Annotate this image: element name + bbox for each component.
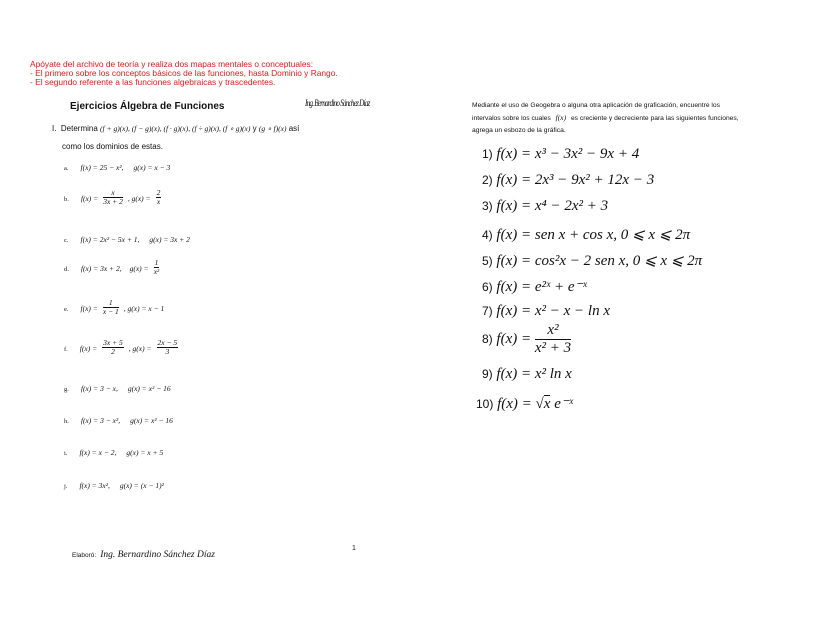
fraction: $\frac{\text{x²}}{\text{x² + 3}}$ bbox=[534, 322, 572, 356]
function-expr: f(x) = sen x + cos x, 0 ⩽ x ⩽ 2π bbox=[496, 227, 691, 243]
exercise-row bbox=[64, 157, 170, 175]
exercise-g: , g(x) = bbox=[127, 194, 151, 203]
function-expr: f(x) = x² ln x bbox=[496, 366, 572, 382]
page-number: 1 bbox=[352, 545, 356, 552]
exercise-row bbox=[64, 258, 160, 276]
signature-logo: Ing. Bernardino Sánchez Díaz bbox=[305, 98, 370, 108]
fraction: $\frac{1}{\text{x²}}$ bbox=[153, 257, 160, 276]
exercise-row bbox=[64, 475, 164, 493]
function-number: 4) bbox=[482, 228, 493, 242]
function-expr-tail: e⁻ˣ bbox=[554, 396, 573, 412]
function-expr: f(x) = x⁴ − 2x² + 3 bbox=[496, 198, 609, 214]
exercise-label: i. bbox=[64, 450, 68, 457]
exercise-f: f(x) = 3x², bbox=[79, 481, 110, 490]
exercise-label: j. bbox=[64, 483, 68, 490]
function-number: 5) bbox=[482, 254, 493, 268]
task-ops: (f + g)(x), (f − g)(x), (f · g)(x), (f ÷ g)(x), (f ∘ g)(x) bbox=[100, 124, 251, 133]
exercise-row bbox=[64, 229, 190, 247]
exercise-f: f(x) = bbox=[80, 304, 98, 313]
function-expr: f(x) = cos²x − 2 sen x, 0 ⩽ x ⩽ 2π bbox=[496, 253, 703, 269]
exercise-row bbox=[64, 188, 162, 206]
fraction: $\frac{2x - 5}{3}$ bbox=[157, 337, 178, 356]
footer-author: Ing. Bernardino Sánchez Díaz bbox=[100, 550, 215, 560]
exercise-f: f(x) = x − 2, bbox=[79, 448, 117, 457]
function-number: 7) bbox=[482, 304, 493, 318]
task-asi: así bbox=[288, 124, 300, 133]
fraction: $\frac{2}{x}$ bbox=[156, 187, 161, 206]
exercise-row bbox=[64, 338, 179, 356]
exercise-f: f(x) = bbox=[79, 344, 98, 353]
exercise-row bbox=[64, 298, 164, 316]
fraction: $\frac{x}{3x + 2}$ bbox=[103, 187, 123, 206]
exercise-label: e. bbox=[64, 306, 69, 313]
intro-line bbox=[472, 112, 812, 125]
function-item bbox=[482, 303, 610, 320]
exercise-f: f(x) = 3 − x², bbox=[80, 416, 121, 425]
intro-text: es creciente y decreciente para las siguientes funciones, bbox=[570, 115, 739, 122]
function-expr: f(x) = bbox=[497, 396, 532, 412]
exercise-label: c. bbox=[64, 237, 69, 244]
function-expr: f(x) = e²ˣ + e⁻ˣ bbox=[496, 279, 587, 295]
exercise-f: f(x) = 3 − x, bbox=[80, 384, 118, 393]
sqrt-radicand: x bbox=[543, 396, 551, 412]
task-number: I. bbox=[52, 124, 57, 133]
function-expr: f(x) = bbox=[496, 330, 532, 347]
function-expr: f(x) = x² − x − ln x bbox=[496, 303, 610, 319]
task-op-last: (g ∘ f)(x) bbox=[258, 124, 287, 133]
function-number: 3) bbox=[482, 199, 493, 213]
task-text: Determina bbox=[60, 124, 98, 133]
function-number: 6) bbox=[482, 280, 493, 294]
exercise-f: f(x) = bbox=[80, 194, 99, 203]
instruction-line: - El segundo referente a las funciones algebraicas y trascedentes. bbox=[30, 77, 276, 87]
intro-line: agrega un esbozo de la gráfica. bbox=[472, 127, 566, 134]
function-item bbox=[482, 251, 702, 270]
exercise-g: g(x) = (x − 1)² bbox=[119, 481, 164, 490]
exercise-g: g(x) = x² − 16 bbox=[130, 416, 173, 425]
exercise-g: , g(x) = bbox=[128, 344, 152, 353]
exercise-f: f(x) = 25 − x², bbox=[80, 163, 124, 172]
exercise-label: b. bbox=[64, 196, 69, 203]
exercise-row bbox=[64, 410, 173, 428]
exercise-label: g. bbox=[64, 386, 69, 393]
exercise-g: , g(x) = x − 1 bbox=[123, 304, 165, 313]
function-expr: f(x) = x³ − 3x² − 9x + 4 bbox=[496, 146, 640, 162]
exercise-label: f. bbox=[64, 346, 68, 353]
intro-fx: f(x) bbox=[555, 113, 567, 122]
function-item bbox=[482, 172, 654, 189]
exercise-g: g(x) = x² − 16 bbox=[127, 384, 171, 393]
intro-line: Mediante el uso de Geogebra o alguna otra aplicación de graficación, encuentre los bbox=[472, 102, 720, 109]
page-title: Ejercicios Álgebra de Funciones bbox=[70, 101, 225, 112]
function-item bbox=[482, 198, 608, 215]
task-statement bbox=[52, 124, 299, 133]
exercise-f: f(x) = 3x + 2, bbox=[80, 264, 122, 273]
sqrt-sign: √ bbox=[535, 396, 544, 412]
footer bbox=[72, 544, 215, 562]
function-expr: f(x) = 2x³ − 9x² + 12x − 3 bbox=[496, 172, 655, 188]
exercise-label: h. bbox=[64, 418, 69, 425]
function-number: 1) bbox=[482, 147, 493, 161]
function-item bbox=[482, 225, 690, 244]
exercise-f: f(x) = 2x² − 5x + 1, bbox=[80, 235, 140, 244]
instruction-line: - El primero sobre los conceptos básicos de las funciones, hasta Dominio y Rango. bbox=[30, 68, 338, 78]
intro-text: intervalos sobre los cuales bbox=[472, 115, 551, 122]
function-item bbox=[482, 277, 587, 296]
function-number: 10) bbox=[476, 397, 494, 411]
function-item bbox=[476, 394, 573, 413]
right-intro bbox=[472, 100, 812, 137]
exercise-g: g(x) = x − 3 bbox=[133, 163, 171, 172]
exercise-g: g(x) = 3x + 2 bbox=[149, 235, 190, 244]
exercise-label: d. bbox=[64, 266, 69, 273]
fraction: $\frac{3x + 5}{2}$ bbox=[103, 337, 123, 356]
function-item bbox=[482, 146, 639, 163]
function-item bbox=[482, 366, 572, 383]
exercise-label: a. bbox=[64, 165, 69, 172]
task-line2: como los dominios de estas. bbox=[62, 142, 163, 151]
fraction: $\frac{1}{x - 1}$ bbox=[102, 297, 119, 316]
exercise-g: g(x) = x + 5 bbox=[126, 448, 164, 457]
task-y: y bbox=[252, 124, 257, 133]
exercise-row bbox=[64, 378, 171, 396]
instructions bbox=[30, 60, 338, 87]
function-item bbox=[482, 322, 571, 357]
function-number: 9) bbox=[482, 367, 493, 381]
instruction-line: Apóyate del archivo de teoría y realiza dos mapas mentales o conceptuales: bbox=[30, 59, 314, 69]
exercise-g: g(x) = bbox=[129, 264, 149, 273]
footer-label: Elaboró: bbox=[72, 552, 97, 559]
exercise-row bbox=[64, 442, 163, 460]
function-number: 8) bbox=[482, 331, 493, 346]
function-number: 2) bbox=[482, 173, 493, 187]
